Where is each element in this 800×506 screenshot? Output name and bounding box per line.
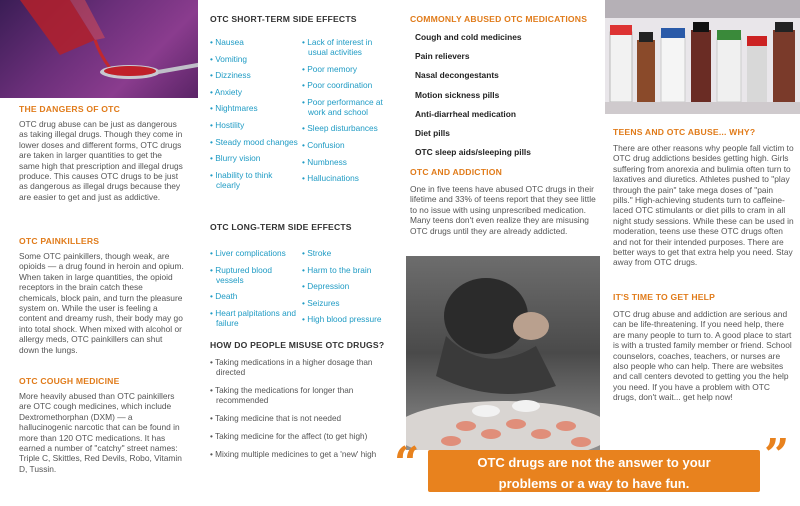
short-term-effect-item: • Dizziness xyxy=(210,70,298,80)
short-term-effect-item: • Lack of interest in usual activities xyxy=(302,37,394,57)
long-term-effect-item: • Stroke xyxy=(302,248,394,258)
help-text: OTC drug abuse and addiction are serious and can be life-threatening. If you need help, there are many people to turn to. A good place to start is with a trusted family member or friend. School counselors, coaches, teachers, or nurses are also people who can help. There are websites and call centers devoted to getting you the help you need. If you have a problem with OTC drugs, don't wait... get help now! xyxy=(613,309,792,403)
dangers-text: OTC drug abuse can be just as dangerous as taking illegal drugs. Though they come in lower doses and different forms, OTC drugs are taken in larger quantities to get the same high that prescription and illegal drugs produce. This causes OTC drugs to be just as dangerous as illegal drugs because they are easier to get and just as addictive. xyxy=(19,119,183,202)
close-quote-mark: ” xyxy=(764,430,790,481)
open-quote-mark: “ xyxy=(394,438,420,489)
column-2 xyxy=(198,0,400,506)
teens-text: There are other reasons why people fall victim to OTC drug addictions besides getting high. Girls suffering from anorexia and bulimia often turn to laxatives and diuretics. Athletes pushed to "play through the pain" take mega doses of "pain pills." High-achieving students turn to caffeine-laced OTC stimulants or diet pills to cram in all night study sessions. While these can be used in moderation, teens use these OTC drugs often and not for their intended purposes. There are better ways to get that extra help you need. Stay away from OTC drugs. xyxy=(613,143,794,268)
short-term-effect-item: • Confusion xyxy=(302,140,394,150)
long-term-effect-item: • High blood pressure xyxy=(302,314,394,324)
long-term-effect-item: • Ruptured blood vessels xyxy=(210,265,300,285)
long-term-effect-item: • Depression xyxy=(302,281,394,291)
misuse-heading: HOW DO PEOPLE MISUSE OTC DRUGS? xyxy=(210,340,385,350)
misuse-list-item: • Taking medicine for the affect (to get high) xyxy=(210,432,390,442)
teen-illustration xyxy=(406,256,600,450)
short-term-heading: OTC SHORT-TERM SIDE EFFECTS xyxy=(210,14,357,24)
short-term-effect-item: • Anxiety xyxy=(210,87,298,97)
long-term-effect-item: • Heart palpitations and failure xyxy=(210,308,300,328)
abused-medication-item: Anti-diarrheal medication xyxy=(415,108,516,119)
bottles-illustration xyxy=(605,0,800,114)
short-term-effect-item: • Nightmares xyxy=(210,103,298,113)
abused-medication-item: Cough and cold medicines xyxy=(415,32,522,42)
column-3 xyxy=(400,0,605,506)
misuse-list-item: • Taking the medications for longer than recommended xyxy=(210,386,390,406)
dangers-heading: THE DANGERS OF OTC xyxy=(19,104,120,114)
short-term-effect-item: • Numbness xyxy=(302,157,394,167)
medicine-bottles-photo xyxy=(605,0,800,114)
quote-line-2: problems or a way to have fun. xyxy=(498,476,690,491)
misuse-list xyxy=(210,358,390,468)
short-term-list-right xyxy=(302,37,394,190)
long-term-list-left xyxy=(210,248,300,334)
long-term-effect-item: • Death xyxy=(210,291,300,301)
abused-heading: COMMONLY ABUSED OTC MEDICATIONS xyxy=(410,14,588,24)
syrup-spoon-photo xyxy=(0,0,198,98)
short-term-effect-item: • Vomiting xyxy=(210,54,298,64)
short-term-effect-item: • Hallucinations xyxy=(302,173,394,183)
short-term-effect-item: • Steady mood changes xyxy=(210,137,298,147)
cough-text: More heavily abused than OTC painkillers are OTC cough medicines, which include Dextromethorphan (DXM) — a hallucinogenic narcotic that can be found in more than 120 OTC medications. It has earned a number of "catchy" street names: Triple C, Skittles, Red Devils, Robo, Vitamin D, Tussin. xyxy=(19,391,182,474)
short-term-effect-item: • Blurry vision xyxy=(210,153,298,163)
abused-medication-item: Motion sickness pills xyxy=(415,89,500,100)
cough-heading: OTC COUGH MEDICINE xyxy=(19,376,120,386)
teen-with-pills-photo xyxy=(406,256,600,450)
misuse-list-item: • Taking medications in a higher dosage than directed xyxy=(210,358,390,378)
short-term-list-left xyxy=(210,37,298,196)
long-term-effect-item: • Harm to the brain xyxy=(302,265,394,275)
abused-list xyxy=(415,32,600,166)
abused-medication-item: Pain relievers xyxy=(415,51,470,62)
abused-medication-item: Diet pills xyxy=(415,127,450,138)
teens-heading: TEENS AND OTC ABUSE... WHY? xyxy=(613,127,756,137)
abused-medication-item: Nasal decongestants xyxy=(415,70,499,81)
short-term-effect-item: • Poor performance at work and school xyxy=(302,97,394,117)
painkillers-heading: OTC PAINKILLERS xyxy=(19,236,100,246)
addiction-heading: OTC AND ADDICTION xyxy=(410,167,503,177)
abused-medication-item: OTC sleep aids/sleeping pills xyxy=(415,147,531,158)
short-term-effect-item: • Nausea xyxy=(210,37,298,47)
quote-banner xyxy=(428,450,760,492)
long-term-effect-item: • Liver complications xyxy=(210,248,300,258)
quote-line-1: OTC drugs are not the answer to your xyxy=(477,455,711,470)
column-1 xyxy=(0,0,198,506)
long-term-heading: OTC LONG-TERM SIDE EFFECTS xyxy=(210,222,352,232)
short-term-effect-item: • Inability to think clearly xyxy=(210,170,298,190)
short-term-effect-item: • Poor coordination xyxy=(302,80,394,90)
long-term-list-right xyxy=(302,248,394,331)
short-term-effect-item: • Poor memory xyxy=(302,64,394,74)
short-term-effect-item: • Hostility xyxy=(210,120,298,130)
misuse-list-item: • Mixing multiple medicines to get a 'new' high xyxy=(210,450,390,460)
long-term-effect-item: • Seizures xyxy=(302,298,394,308)
painkillers-text: Some OTC painkillers, though weak, are opioids — a drug found in heroin and opium. When taken in large quantities, the opioid receptors in the brain catch these chemicals, block pain, and turn the pleasure system on. While the user is feeling a content and dreamy rush, their body may go into total shock. When mixed with alcohol or allergy meds, OTC painkillers can shut down the lungs. xyxy=(19,251,184,355)
short-term-effect-item: • Sleep disturbances xyxy=(302,123,394,133)
syrup-illustration xyxy=(0,0,198,98)
misuse-list-item: • Taking medicine that is not needed xyxy=(210,414,390,424)
addiction-text: One in five teens have abused OTC drugs in their lifetime and 33% of teens report that they see little to no issue with using unprescribed medication. Many teens don't even realize they are misusing OTC drugs until they are already addicted. xyxy=(410,184,596,236)
help-heading: IT'S TIME TO GET HELP xyxy=(613,292,716,302)
